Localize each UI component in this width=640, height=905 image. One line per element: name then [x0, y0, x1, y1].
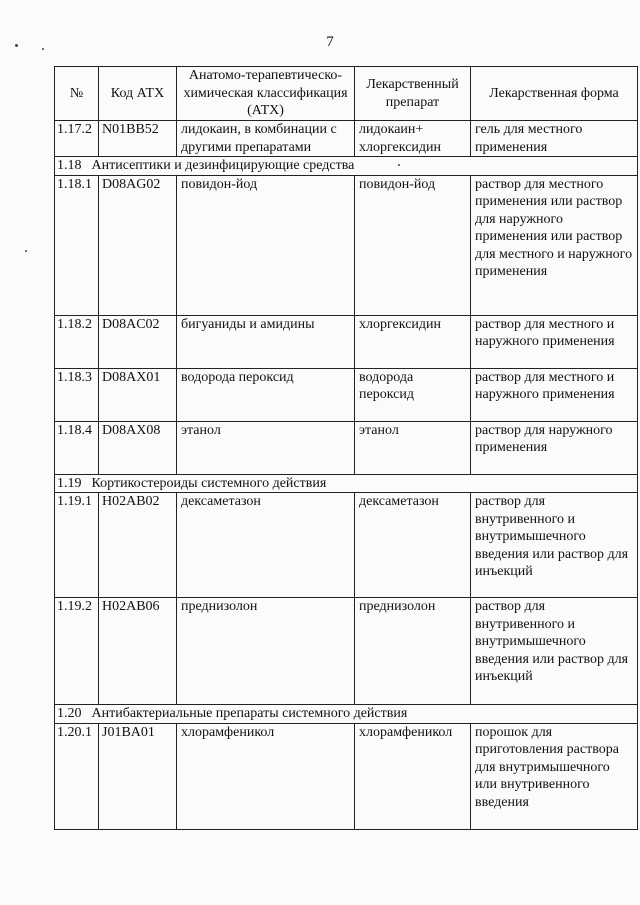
table-row — [55, 723, 638, 829]
atx-table — [54, 66, 638, 830]
cell-num: 1.18.3 — [55, 368, 99, 421]
cell-num: 1.18.4 — [55, 421, 99, 474]
table-row — [55, 175, 638, 315]
cell-form: раствор для местного и наружного применения — [471, 368, 638, 421]
cell-code: J01BA01 — [99, 723, 177, 829]
cell-code: D08AC02 — [99, 315, 177, 368]
cell-class: лидокаин, в комбинации с другими препаратами — [177, 121, 355, 157]
section-title: Антибактериальные препараты системного действия — [91, 706, 408, 721]
scan-speck — [15, 44, 18, 47]
cell-code: D08AX01 — [99, 368, 177, 421]
table-row — [55, 493, 638, 598]
header-row — [55, 67, 638, 121]
cell-code: D08AG02 — [99, 175, 177, 315]
cell-form: гель для местного применения — [471, 121, 638, 157]
cell-num: 1.18.2 — [55, 315, 99, 368]
header-num: № — [55, 67, 99, 121]
table-row — [55, 598, 638, 705]
cell-num: 1.20.1 — [55, 723, 99, 829]
section-num: 1.20 — [57, 706, 82, 721]
cell-num: 1.17.2 — [55, 121, 99, 157]
cell-code: D08AX08 — [99, 421, 177, 474]
cell-drug: повидон-йод — [355, 175, 471, 315]
cell-class: преднизолон — [177, 598, 355, 705]
cell-class: дексаметазон — [177, 493, 355, 598]
header-drug: Лекарственный препарат — [355, 67, 471, 121]
section-title: Кортикостероиды системного действия — [91, 475, 327, 491]
table-row — [55, 315, 638, 368]
section-num: 1.19 — [57, 475, 82, 491]
cell-class: бигуаниды и амидины — [177, 315, 355, 368]
cell-drug: хлорамфеникол — [355, 723, 471, 829]
cell-form: порошок для приготовления раствора для внутримышечного или внутривенного введения — [471, 723, 638, 829]
page-number: 7 — [326, 34, 334, 50]
cell-class: водорода пероксид — [177, 368, 355, 421]
cell-drug: лидокаин+ хлоргексидин — [355, 121, 471, 157]
table-row — [55, 121, 638, 157]
section-num: 1.18 — [57, 158, 82, 173]
cell-drug: преднизолон — [355, 598, 471, 705]
cell-drug: хлоргексидин — [355, 315, 471, 368]
section-title: Антисептики и дезинфицирующие средства — [91, 158, 355, 173]
header-form: Лекарственная форма — [471, 67, 638, 121]
table-row — [55, 421, 638, 474]
cell-code: H02AB06 — [99, 598, 177, 705]
section-cell — [55, 474, 638, 493]
section-cell — [55, 705, 638, 724]
cell-code: H02AB02 — [99, 493, 177, 598]
cell-drug: дексаметазон — [355, 493, 471, 598]
cell-num: 1.19.1 — [55, 493, 99, 598]
cell-form: раствор для внутривенного и внутримышечного введения или раствор для инъекций — [471, 493, 638, 598]
cell-code: N01BB52 — [99, 121, 177, 157]
cell-class: этанол — [177, 421, 355, 474]
cell-num: 1.19.2 — [55, 598, 99, 705]
header-class: Анатомо-терапевтическо-химическая классификация (АТХ) — [177, 67, 355, 121]
section-row — [55, 474, 638, 493]
table-row — [55, 368, 638, 421]
section-row — [55, 705, 638, 724]
cell-form: раствор для внутривенного и внутримышечного введения или раствор для инъекций — [471, 598, 638, 705]
header-code: Код АТХ — [99, 67, 177, 121]
cell-num: 1.18.1 — [55, 175, 99, 315]
cell-form: раствор для наружного применения — [471, 421, 638, 474]
section-cell — [55, 157, 638, 176]
cell-class: хлорамфеникол — [177, 723, 355, 829]
cell-class: повидон-йод — [177, 175, 355, 315]
section-row — [55, 157, 638, 176]
cell-form: раствор для местного и наружного применения — [471, 315, 638, 368]
scan-speck — [25, 250, 27, 252]
scan-speck — [42, 48, 44, 50]
cell-drug: водорода пероксид — [355, 368, 471, 421]
cell-form: раствор для местного применения или раствор для наружного применения или раствор для местного и наружного применения — [471, 175, 638, 315]
cell-drug: этанол — [355, 421, 471, 474]
